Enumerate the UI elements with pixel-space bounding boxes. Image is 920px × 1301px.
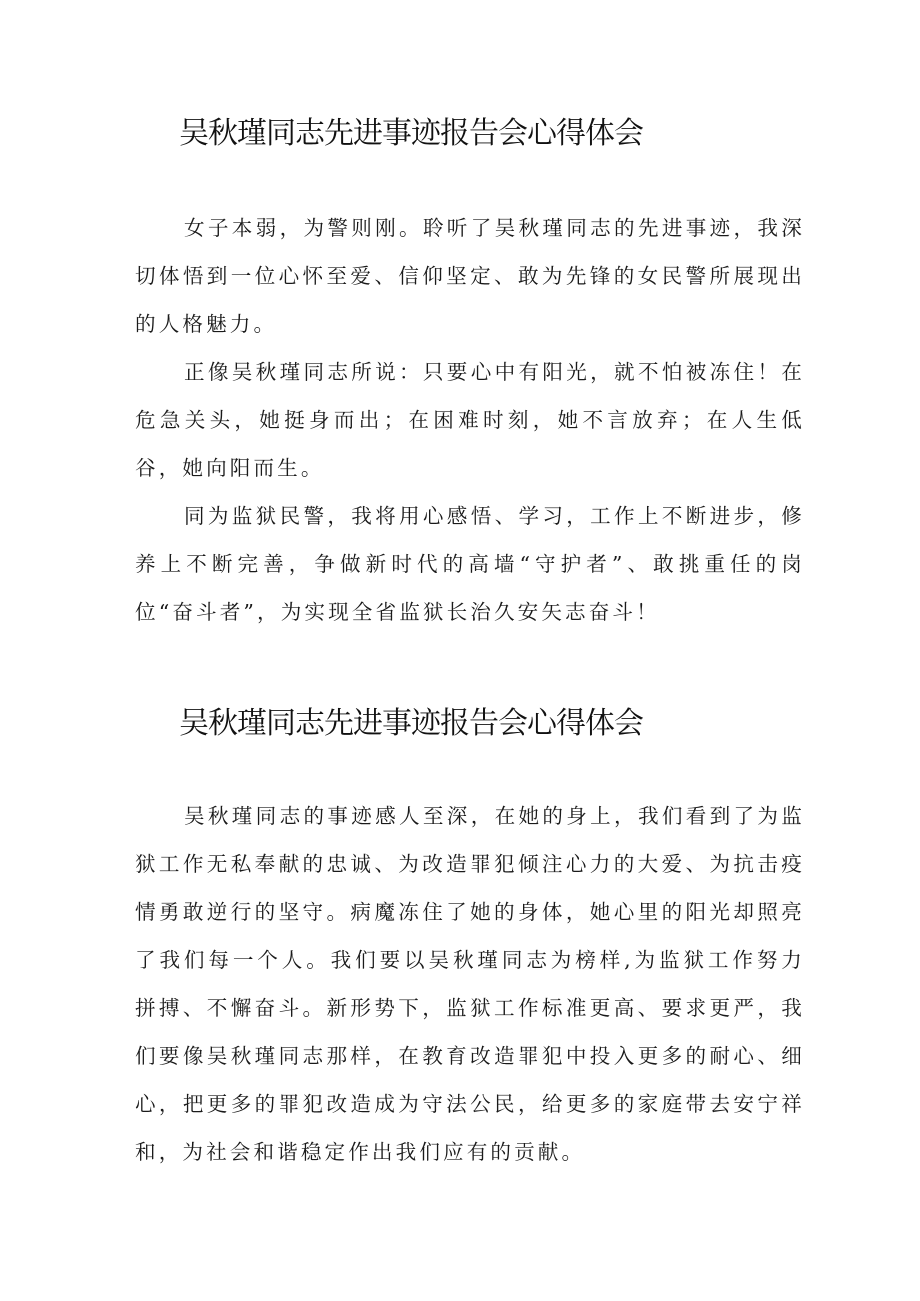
paragraph-2: 正像吴秋瑾同志所说：只要心中有阳光，就不怕被冻住！在危急关头，她挺身而出；在困难时刻，她不言放弃；在人生低谷，她向阳而生。 <box>135 360 805 480</box>
paragraph-3: 同为监狱民警，我将用心感悟、学习，工作上不断进步，修养上不断完善，争做新时代的高墙“守护者”、敢挑重任的岗位“奋斗者”，为实现全省监狱长治久安矢志奋斗！ <box>135 504 805 624</box>
paragraph-1: 女子本弱，为警则刚。聆听了吴秋瑾同志的先进事迹，我深切体悟到一位心怀至爱、信仰坚定、敢为先锋的女民警所展现出的人格魅力。 <box>135 216 805 336</box>
paragraph-1: 吴秋瑾同志的事迹感人至深，在她的身上，我们看到了为监狱工作无私奉献的忠诚、为改造罪犯倾注心力的大爱、为抗击疫情勇敢逆行的坚守。病魔冻住了她的身体，她心里的阳光却照亮了我们每一个人。我们要以吴秋瑾同志为榜样,为监狱工作努力拼搏、不懈奋斗。新形势下，监狱工作标准更高、要求更严，我们要像吴秋瑾同志那样，在教育改造罪犯中投入更多的耐心、细心，把更多的罪犯改造成为守法公民，给更多的家庭带去安宁祥和，为社会和谐稳定作出我们应有的贡献。 <box>135 804 805 1164</box>
article-body <box>135 792 805 1176</box>
article-title: 吴秋瑾同志先进事迹报告会心得体会 <box>179 116 643 151</box>
article-1 <box>0 110 920 624</box>
article-body <box>135 204 805 636</box>
article-2 <box>0 700 920 1164</box>
article-title: 吴秋瑾同志先进事迹报告会心得体会 <box>179 706 643 741</box>
